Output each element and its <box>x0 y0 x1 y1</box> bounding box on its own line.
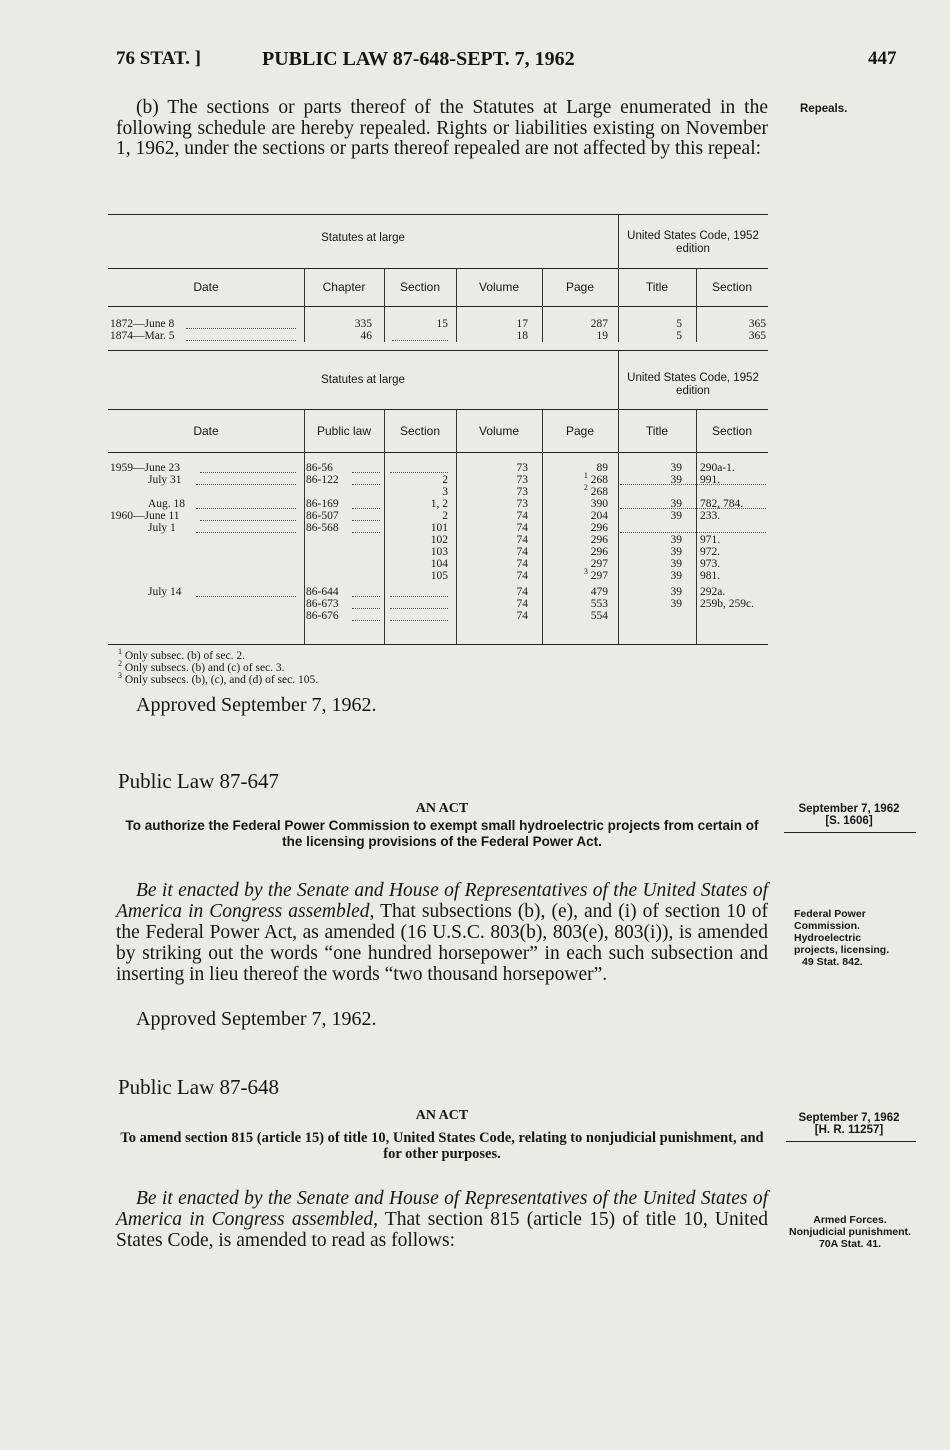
table2-col-volume: Volume <box>478 424 520 438</box>
law-648-body: Be it enacted by the Senate and House of Representatives of the United States of America in Congress assembled, That section 815 (article 15) of title 10, United States Code, is amended to read as follows: <box>116 1188 769 1251</box>
table1-group-usc: United States Code, 1952 edition <box>627 230 759 255</box>
law-648-margin-notes: Armed Forces. Nonjudicial punishment. 70A Stat. 41. <box>789 1214 911 1250</box>
table1-col-chapter: Chapter <box>322 280 366 294</box>
footnote: $^1$ Only subsec. (b) of sec. 2. <box>118 647 245 662</box>
law-647-an-act: AN ACT <box>415 801 469 816</box>
margin-note-repeals: Repeals. <box>800 103 848 115</box>
repeal-paragraph: (b) The sections or parts thereof of the Statutes at Large enumerated in the following schedule are hereby repealed. Rights or liabilities existing on November 1, 1962, under the sections or parts thereof repealed are not affected by this repeal: <box>116 97 768 159</box>
law-648-date-note: September 7, 1962 [H. R. 11257] <box>798 1112 900 1136</box>
page-number: 447 <box>868 48 897 69</box>
table1-col-date: Date <box>193 280 219 294</box>
table1-col-title: Title <box>645 280 669 294</box>
table2-col-section: Section <box>399 424 441 438</box>
table2-col-page: Page <box>565 424 595 438</box>
footnote: $^2$ Only subsecs. (b) and (c) of sec. 3. <box>118 659 285 674</box>
law-647-title: To authorize the Federal Power Commission to exempt small hydroelectric projects from certain of the licensing provisions of the Federal Power Act. <box>125 818 759 849</box>
table2-col-public-law: Public law <box>316 424 372 438</box>
table1-col-volume: Volume <box>478 280 520 294</box>
table1-col-section: Section <box>399 280 441 294</box>
law-647-margin-notes: Federal Power Commission. Hydroelectric projects, licensing. 49 Stat. 842. <box>794 908 890 968</box>
law-648-an-act: AN ACT <box>415 1108 469 1123</box>
table1-group-statutes: Statutes at large <box>321 232 405 244</box>
running-head-left: 76 STAT. ] <box>116 48 201 69</box>
table-footnotes <box>118 647 319 686</box>
table2-col-date: Date <box>193 424 219 438</box>
table2-group-usc: United States Code, 1952 edition <box>627 372 759 397</box>
law-647-heading: Public Law 87-647 <box>118 769 279 793</box>
running-head-title: PUBLIC LAW 87-648-SEPT. 7, 1962 <box>262 48 575 70</box>
law-648-title: To amend section 815 (article 15) of title 10, United States Code, relating to nonjudicial punishment, and for other purposes. <box>120 1130 764 1162</box>
footnote: $^3$ Only subsecs. (b), (c), and (d) of sec. 105. <box>118 671 319 686</box>
law-647-date-note: September 7, 1962 [S. 1606] <box>798 803 900 827</box>
table1-col-usc-section: Section <box>711 280 753 294</box>
table2-col-usc-section: Section <box>711 424 753 438</box>
law-647-body: Be it enacted by the Senate and House of Representatives of the United States of America in Congress assembled, That subsections (b), (e), and (i) of section 10 of the Federal Power Act, as amended (16 U.S.C. 803(b), 803(e), 803(i)), is amended by striking out the words “one hundred horsepower” in each such subsection and inserting in lieu thereof the words “two thousand horsepower”. <box>116 880 768 985</box>
law-648-heading: Public Law 87-648 <box>118 1075 279 1099</box>
table2-group-statutes: Statutes at large <box>321 374 405 386</box>
table2-col-title: Title <box>645 424 669 438</box>
approved-line-2: Approved September 7, 1962. <box>136 1008 377 1030</box>
table1-col-page: Page <box>565 280 595 294</box>
approved-line-1: Approved September 7, 1962. <box>136 694 377 716</box>
